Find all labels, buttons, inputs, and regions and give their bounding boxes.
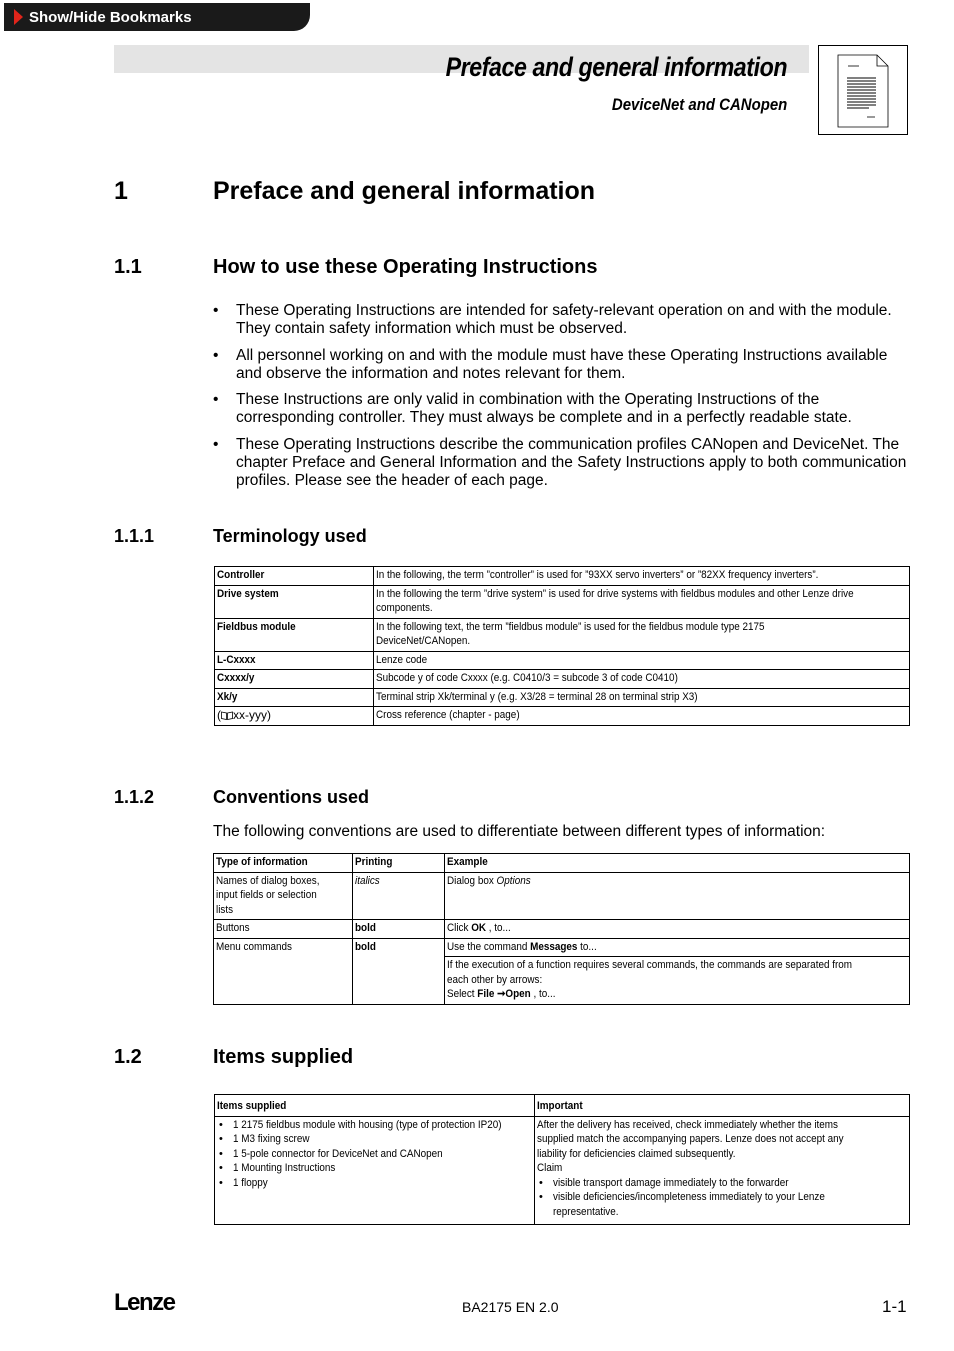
example-text: to... <box>577 940 597 953</box>
example-cell <box>447 874 531 889</box>
list-item <box>217 1147 532 1162</box>
lenze-logo: Lenze <box>114 1289 175 1316</box>
example-text: , to... <box>486 922 511 934</box>
table-row <box>215 707 910 726</box>
section-title: How to use these Operating Instructions <box>213 256 598 278</box>
example-bold: File <box>477 988 495 1000</box>
items-supplied-table <box>214 1094 910 1225</box>
table-row <box>214 938 910 957</box>
arrow-right-icon: ➞ <box>497 988 506 1000</box>
table-row <box>215 618 910 651</box>
page-number: 1-1 <box>882 1297 907 1316</box>
printing-cell: bold <box>354 940 376 953</box>
term-cell: xx-yyy) <box>233 708 271 722</box>
list-item: • These Operating Instructions describe the communication profiles CANopen and DeviceNet. The chapter Preface and General Information and the Safety Instructions apply to both communication profiles. Please see the header of each page. <box>213 436 913 490</box>
example-text: If the execution of a function requires several commands, the commands are separated from each other by arrows: <box>447 959 853 986</box>
section-title: Items supplied <box>213 1046 354 1068</box>
item-text: 1 M3 fixing screw <box>233 1133 310 1145</box>
column-header: Example <box>447 856 488 868</box>
table-row <box>214 872 910 920</box>
document-id: BA2175 EN 2.0 <box>462 1299 559 1315</box>
example-text: , to... <box>530 988 556 1000</box>
section-number: 1.1 <box>114 256 142 278</box>
claim-text: visible deficiencies/incompleteness immediately to your Lenze representative. <box>553 1191 825 1218</box>
example-cell <box>447 958 861 1002</box>
table-row <box>215 688 910 707</box>
table-row <box>215 1116 910 1224</box>
definition-cell: In the following the term ”drive system” is used for drive systems with fieldbus modules and other Lenze drive components. <box>376 587 854 614</box>
table-row <box>215 670 910 689</box>
example-text: Click <box>447 922 472 934</box>
section-number: 1.1.2 <box>114 787 155 807</box>
claim-label: Claim <box>537 1162 563 1174</box>
list-item <box>217 1161 532 1176</box>
list-item: • These Operating Instructions are intended for safety-relevant operation on and with the module. They contain safety information which must be observed. <box>213 302 913 338</box>
header-title: Preface and general information <box>445 52 787 82</box>
list-item <box>217 1176 532 1191</box>
list-item <box>217 1132 532 1147</box>
item-text: 1 floppy <box>233 1176 268 1189</box>
printing-cell: italics <box>354 874 380 887</box>
example-bold: OK <box>471 922 487 934</box>
item-text: 1 2175 fieldbus module with housing (type of protection IP20) <box>233 1118 502 1131</box>
column-header: Important <box>537 1100 583 1112</box>
term-prefix: ( <box>217 708 221 722</box>
example-bold: Open <box>505 988 531 1000</box>
example-text: Dialog box <box>447 874 497 887</box>
claims-list <box>537 1176 907 1220</box>
term-cell: L-Cxxxx <box>217 653 256 666</box>
list-item: • These Instructions are only valid in combination with the Operating Instructions of the corresponding controller. They must always be complete and in a perfectly readable state. <box>213 391 913 427</box>
list-item: • All personnel working on and with the module must have these Operating Instructions available and observe the information and notes relevant for them. <box>213 347 913 383</box>
document-icon <box>818 45 908 135</box>
terminology-table <box>214 566 910 726</box>
example-text: Use the command <box>447 940 531 953</box>
header-subtitle: DeviceNet and CANopen <box>611 95 787 114</box>
example-cell <box>447 940 597 955</box>
table-row <box>214 920 910 939</box>
printing-cell: bold <box>354 922 376 934</box>
term-cell: Xk/y <box>217 690 238 703</box>
column-header: Items supplied <box>217 1100 287 1112</box>
definition-cell: In the following text, the term ”fieldbus module” is used for the fieldbus module type 2175 DeviceNet/CANopen. <box>376 620 765 647</box>
section-title: Preface and general information <box>213 177 596 205</box>
term-cell: Fieldbus module <box>217 620 296 633</box>
definition-cell: In the following, the term ”controller” is used for ”93XX servo inverters” or ”82XX frequency inverters”. <box>376 569 819 581</box>
important-text: After the delivery has received, check immediately whether the items supplied match the accompanying papers. Lenze does not accept any liability for deficiencies claimed subsequently. <box>537 1118 844 1160</box>
term-cell: Drive system <box>217 587 279 600</box>
conventions-intro: The following conventions are used to differentiate between different types of information: <box>213 823 826 840</box>
definition-cell: Lenze code <box>376 653 428 666</box>
type-cell: Names of dialog boxes, input fields or selection lists <box>216 874 320 916</box>
example-italic: Options <box>496 874 531 887</box>
list-item <box>537 1190 907 1219</box>
section-number: 1.1.1 <box>114 526 155 546</box>
section-title: Terminology used <box>213 526 367 546</box>
items-list <box>217 1118 532 1191</box>
definition-cell: Subcode y of code Cxxxx (e.g. C0410/3 = subcode 3 of code C0410) <box>376 672 678 684</box>
column-header: Printing <box>354 856 393 868</box>
book-icon <box>221 708 233 722</box>
list-item <box>537 1176 907 1191</box>
table-row <box>215 567 910 586</box>
play-arrow-icon <box>14 9 23 25</box>
column-header: Type of information <box>216 856 308 868</box>
instructions-bullet-list <box>213 302 913 498</box>
list-item <box>217 1118 532 1133</box>
section-number: 1.2 <box>114 1046 142 1068</box>
type-cell: Buttons <box>216 922 250 934</box>
table-header-row <box>214 854 910 873</box>
conventions-table <box>213 853 910 1005</box>
show-hide-bookmarks-button[interactable] <box>4 3 310 31</box>
claim-text: visible transport damage immediately to the forwarder <box>553 1176 789 1189</box>
section-title: Conventions used <box>213 787 370 807</box>
table-header-row <box>215 1095 910 1117</box>
definition-cell: Cross reference (chapter - page) <box>376 709 520 721</box>
bookmarks-label: Show/Hide Bookmarks <box>29 8 192 26</box>
definition-cell: Terminal strip Xk/terminal y (e.g. X3/28 = terminal 28 on terminal strip X3) <box>376 690 698 703</box>
table-row <box>215 651 910 670</box>
section-number: 1 <box>114 177 128 205</box>
table-row <box>215 585 910 618</box>
example-text: Select <box>447 988 478 1000</box>
term-cell: Cxxxx/y <box>217 672 255 684</box>
item-text: 1 5-pole connector for DeviceNet and CANopen <box>233 1147 443 1160</box>
example-bold: Messages <box>530 940 578 953</box>
example-cell <box>447 921 511 936</box>
term-cell: Controller <box>217 569 265 581</box>
item-text: 1 Mounting Instructions <box>233 1162 336 1174</box>
type-cell: Menu commands <box>216 940 292 953</box>
